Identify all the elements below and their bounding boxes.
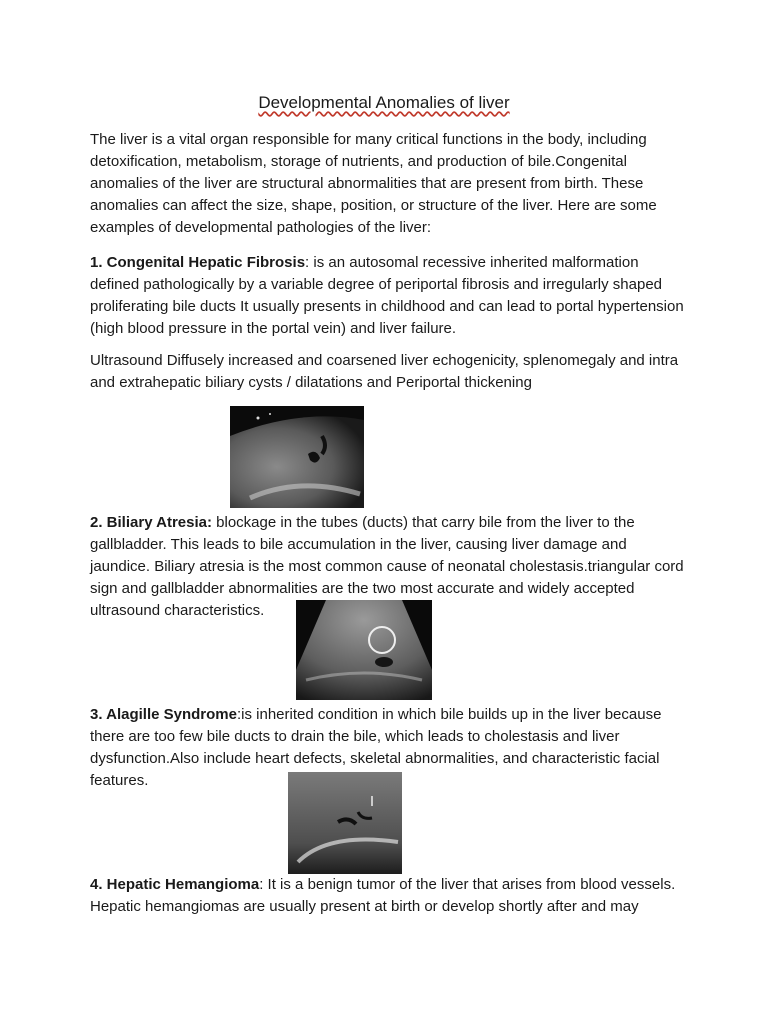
intro-paragraph: The liver is a vital organ responsible for many critical functions in the body, including detoxification, metabolism, storage of nutrients, and production of bile.Congenital anomalies of the liver are structural abnormalities that are present from birth. These anomalies can affect the size, shape, position, or structure of the liver. Here are some examples of developmental pathologies of the liver: [90, 131, 657, 236]
section-heading: 4. Hepatic Hemangioma [90, 876, 260, 893]
section-heading: 2. Biliary Atresia: [90, 514, 212, 531]
section-text: blockage in the tubes (ducts) that carry bile from the liver to the gallbladder. This leads to bile accumulation in the liver, causing liver damage and jaundice. Biliary atresia is the most common cause of neonatal cholestasis.triangular cord sign and gallbladder abnormalities are the two most accurate and widely accepted ultrasound characteristics. [90, 514, 684, 619]
ultrasound-note: Ultrasound Diffusely increased and coarsened liver echogenicity, splenomegaly and intra and extrahepatic biliary cysts / dilatations and Periportal thickening [90, 352, 679, 391]
section-heading: 3. Alagille Syndrome [90, 706, 237, 723]
section-heading: 1. Congenital Hepatic Fibrosis [90, 254, 306, 271]
section-congenital-hepatic-fibrosis [90, 252, 690, 340]
section-hepatic-hemangioma [90, 874, 690, 918]
ultrasound-image-alagille [288, 772, 402, 874]
section-text: : It is a benign tumor of the liver that arises from blood vessels. Hepatic hemangiomas are usually present at birth or develop shortly after and may [90, 876, 676, 915]
ultrasound-image-biliary-atresia [296, 600, 432, 700]
section-text: : is an autosomal recessive inherited malformation defined pathologically by a variable degree of periportal fibrosis and irregularly shaped proliferating bile ducts It usually presents in childhood and can lead to portal hypertension (high blood pressure in the portal vein) and liver failure. [90, 254, 684, 337]
page-title: Developmental Anomalies of liver [258, 93, 510, 112]
section-text: :is inherited condition in which bile builds up in the liver because there are too few bile ducts to drain the bile, which leads to cholestasis and liver dysfunction.Also include heart defects, skeletal abnormalities, and characteristic facial features. [90, 706, 662, 789]
ultrasound-image-fibrosis [230, 406, 364, 508]
